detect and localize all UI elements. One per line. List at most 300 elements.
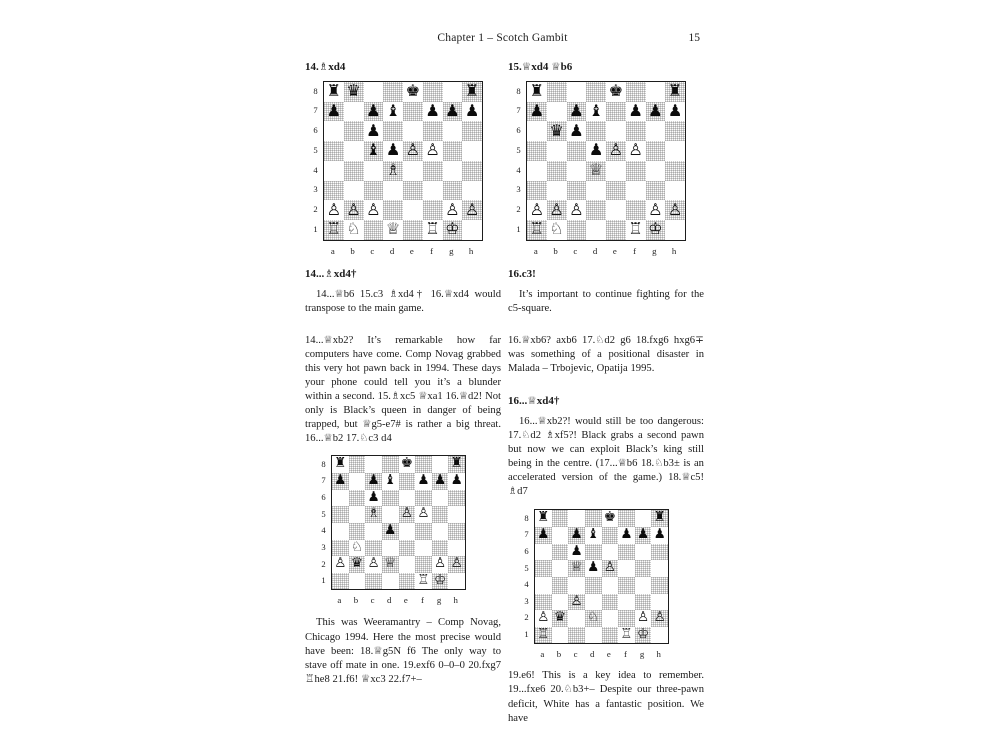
- file-label-g: g: [639, 649, 645, 660]
- piece-p-c7: ♟: [367, 472, 380, 489]
- file-label-f: f: [623, 649, 627, 660]
- square-d4: [382, 523, 399, 540]
- square-f5: [618, 560, 635, 577]
- file-label-f: f: [420, 595, 424, 606]
- square-a4: [332, 523, 349, 540]
- chess-piece-symbol: ♕: [617, 458, 627, 470]
- square-h3: [665, 181, 685, 201]
- square-b6: [552, 544, 569, 561]
- rank-label-1: 1: [516, 223, 521, 234]
- piece-p-d4: ♟: [384, 521, 397, 538]
- square-a2: [527, 200, 547, 220]
- square-f5: [626, 141, 646, 161]
- square-c2: [567, 200, 587, 220]
- piece-P-g2: ♙: [648, 199, 663, 219]
- square-d5: [585, 560, 602, 577]
- square-h4: [462, 161, 482, 181]
- square-f7: [415, 473, 432, 490]
- piece-q-b2: ♛: [350, 555, 364, 572]
- file-label-d: d: [386, 595, 392, 606]
- square-d1: [383, 220, 403, 240]
- chess-board-4-file-labels: [534, 649, 667, 659]
- square-d3: [586, 181, 606, 201]
- square-c4: [568, 577, 585, 594]
- square-d2: [585, 610, 602, 627]
- square-c5: [364, 141, 384, 161]
- square-d3: [382, 540, 399, 557]
- square-e2: [602, 610, 619, 627]
- square-f2: [415, 556, 432, 573]
- piece-R-a1: ♖: [537, 625, 550, 642]
- piece-p-c6: ♟: [569, 120, 584, 140]
- square-b6: [547, 121, 567, 141]
- piece-p-c7: ♟: [569, 100, 584, 120]
- piece-P-f5: ♙: [417, 505, 430, 522]
- square-e1: [399, 573, 416, 590]
- square-a3: [332, 540, 349, 557]
- rank-label-4: 4: [321, 525, 326, 536]
- piece-b-d7: ♝: [588, 100, 604, 120]
- square-f2: [626, 200, 646, 220]
- rank-label-6: 6: [516, 125, 521, 136]
- square-d8: [383, 82, 403, 102]
- square-b3: [547, 181, 567, 201]
- square-a6: [332, 490, 349, 507]
- square-a6: [324, 121, 344, 141]
- square-g6: [635, 544, 652, 561]
- square-f3: [626, 181, 646, 201]
- square-f8: [423, 82, 443, 102]
- piece-k-e8: ♚: [608, 81, 624, 101]
- piece-Q-d4: ♕: [588, 160, 604, 180]
- chess-piece-symbol: ♕: [334, 288, 344, 300]
- piece-p-h7: ♟: [667, 100, 683, 120]
- piece-p-a7: ♟: [326, 100, 342, 120]
- running-head: Chapter 1 – Scotch Gambit: [437, 32, 568, 44]
- file-label-d: d: [389, 245, 395, 256]
- square-h8: [448, 456, 465, 473]
- piece-K-g1: ♔: [433, 571, 447, 588]
- square-e2: [403, 200, 423, 220]
- square-g4: [443, 161, 463, 181]
- square-d2: [382, 556, 399, 573]
- square-e7: [403, 102, 423, 122]
- diagram-1-container: [313, 81, 501, 256]
- square-g8: [432, 456, 449, 473]
- chess-piece-symbol: ♕: [323, 433, 333, 445]
- square-f4: [618, 577, 635, 594]
- chess-board-1-file-labels: [323, 246, 481, 256]
- chess-board-4-rank-labels: [521, 509, 532, 642]
- square-c6: [364, 121, 384, 141]
- file-label-g: g: [652, 245, 657, 256]
- square-a1: [527, 220, 547, 240]
- square-b5: [552, 560, 569, 577]
- square-d1: [585, 627, 602, 644]
- square-b5: [344, 141, 364, 161]
- diagram-3-board-wrap: [321, 455, 464, 606]
- piece-r-h8: ♜: [653, 509, 666, 526]
- square-e3: [403, 181, 423, 201]
- file-label-h: h: [671, 245, 677, 256]
- left-heading-2: [305, 267, 501, 282]
- file-label-e: e: [403, 595, 408, 606]
- square-b6: [344, 121, 364, 141]
- square-c3: [365, 540, 382, 557]
- square-g4: [635, 577, 652, 594]
- file-label-f: f: [633, 245, 637, 256]
- rank-label-4: 4: [524, 579, 529, 590]
- square-c8: [364, 82, 384, 102]
- square-h1: [665, 220, 685, 240]
- piece-P-a2: ♙: [529, 199, 545, 219]
- piece-b-d7: ♝: [385, 100, 401, 120]
- square-d4: [585, 577, 602, 594]
- piece-P-e5: ♙: [405, 140, 421, 160]
- square-a4: [535, 577, 552, 594]
- square-h5: [462, 141, 482, 161]
- piece-P-f5: ♙: [425, 140, 440, 160]
- square-f3: [423, 181, 443, 201]
- square-a6: [527, 121, 547, 141]
- piece-Q-d2: ♕: [384, 555, 397, 572]
- chess-board-2-rank-labels: [513, 81, 524, 239]
- square-e6: [399, 490, 416, 507]
- page-number: 15: [688, 32, 700, 44]
- square-h3: [462, 181, 482, 201]
- square-f1: [618, 627, 635, 644]
- piece-P-f5: ♙: [628, 140, 643, 160]
- rank-label-1: 1: [524, 629, 529, 640]
- square-c1: [567, 220, 587, 240]
- rank-label-5: 5: [516, 144, 521, 155]
- square-a5: [332, 506, 349, 523]
- square-b1: [547, 220, 567, 240]
- chess-piece-symbol: ♕: [551, 61, 561, 73]
- file-label-h: h: [468, 245, 474, 256]
- piece-k-e8: ♚: [603, 509, 616, 526]
- chess-piece-symbol: ♗: [508, 486, 518, 498]
- piece-k-e8: ♚: [405, 81, 421, 101]
- square-g2: [432, 556, 449, 573]
- rank-label-6: 6: [321, 492, 326, 503]
- square-e6: [606, 121, 626, 141]
- square-f5: [415, 506, 432, 523]
- file-label-e: e: [612, 245, 617, 256]
- square-g1: [646, 220, 666, 240]
- rank-label-8: 8: [321, 458, 326, 469]
- chess-board-1: [323, 81, 483, 241]
- square-c5: [567, 141, 587, 161]
- right-para-3: 16...♕xb2?! would still be too dangerous: 17.♘d2 ♗xf5?! Black grabs a second pawn but now we can exploit Black’s king still being in the centre. (17...♕b6 18.♘b3± is an accelerated version of the game.) 18.♕c5! ♗d7: [508, 415, 704, 498]
- rank-label-2: 2: [313, 204, 318, 215]
- rank-label-8: 8: [516, 85, 521, 96]
- square-f4: [415, 523, 432, 540]
- rank-label-3: 3: [321, 541, 326, 552]
- file-label-c: c: [370, 245, 375, 256]
- file-label-g: g: [436, 595, 442, 606]
- file-label-a: a: [337, 595, 342, 606]
- square-b4: [552, 577, 569, 594]
- square-g7: [443, 102, 463, 122]
- file-label-d: d: [589, 649, 595, 660]
- square-e4: [399, 523, 416, 540]
- square-a1: [332, 573, 349, 590]
- square-a2: [332, 556, 349, 573]
- square-a3: [535, 594, 552, 611]
- square-b6: [349, 490, 366, 507]
- file-label-b: b: [556, 649, 562, 660]
- square-h7: [651, 527, 668, 544]
- rank-label-8: 8: [524, 512, 529, 523]
- rank-label-3: 3: [313, 184, 318, 195]
- square-g3: [635, 594, 652, 611]
- piece-p-c6: ♟: [570, 542, 583, 559]
- file-label-b: b: [553, 245, 558, 256]
- right-spacer-2: [508, 385, 704, 394]
- square-d2: [383, 200, 403, 220]
- file-label-g: g: [449, 245, 454, 256]
- piece-P-e5: ♙: [608, 140, 624, 160]
- piece-R-f1: ♖: [425, 219, 440, 239]
- piece-P-c2: ♙: [366, 199, 381, 219]
- piece-p-g7: ♟: [445, 100, 460, 120]
- square-a2: [324, 200, 344, 220]
- rank-label-7: 7: [524, 529, 529, 540]
- square-b1: [552, 627, 569, 644]
- piece-b-c5: ♝: [366, 140, 381, 160]
- piece-R-a1: ♖: [529, 219, 545, 239]
- square-h2: [462, 200, 482, 220]
- square-b2: [344, 200, 364, 220]
- rank-label-2: 2: [524, 612, 529, 623]
- file-label-c: c: [370, 595, 375, 606]
- square-g2: [646, 200, 666, 220]
- square-g7: [646, 102, 666, 122]
- rank-label-7: 7: [321, 475, 326, 486]
- square-h1: [448, 573, 465, 590]
- square-a3: [527, 181, 547, 201]
- square-c5: [365, 506, 382, 523]
- square-g5: [443, 141, 463, 161]
- square-g1: [432, 573, 449, 590]
- square-c7: [568, 527, 585, 544]
- square-c4: [364, 161, 384, 181]
- square-e3: [602, 594, 619, 611]
- square-h1: [651, 627, 668, 644]
- file-label-c: c: [573, 649, 578, 660]
- diagram-2-board-wrap: [516, 81, 684, 256]
- piece-p-f7: ♟: [628, 100, 643, 120]
- piece-p-f7: ♟: [620, 526, 633, 543]
- square-d4: [586, 161, 606, 181]
- piece-P-b2: ♙: [549, 199, 564, 219]
- square-b4: [344, 161, 364, 181]
- chess-piece-symbol: ♗: [545, 430, 555, 441]
- square-d5: [586, 141, 606, 161]
- rank-label-8: 8: [313, 85, 318, 96]
- square-e4: [403, 161, 423, 181]
- square-c2: [568, 610, 585, 627]
- square-e1: [606, 220, 626, 240]
- piece-r-a8: ♜: [529, 81, 545, 101]
- square-f3: [618, 594, 635, 611]
- square-c3: [568, 594, 585, 611]
- file-label-b: b: [350, 245, 355, 256]
- rank-label-4: 4: [313, 164, 318, 175]
- rank-label-2: 2: [516, 204, 521, 215]
- square-a4: [324, 161, 344, 181]
- square-c4: [365, 523, 382, 540]
- square-h6: [448, 490, 465, 507]
- right-heading-1: [508, 60, 704, 75]
- square-d2: [586, 200, 606, 220]
- square-a8: [535, 510, 552, 527]
- piece-N-b3: ♘: [350, 538, 364, 555]
- square-e5: [602, 560, 619, 577]
- square-e8: [399, 456, 416, 473]
- square-b4: [547, 161, 567, 181]
- right-para-1: It’s important to continue fighting for the c5-square.: [508, 288, 704, 314]
- square-h8: [665, 82, 685, 102]
- square-c3: [567, 181, 587, 201]
- piece-p-d5: ♟: [588, 140, 604, 160]
- square-a5: [527, 141, 547, 161]
- left-heading-1-text: 14.♗xd4: [305, 61, 346, 73]
- square-c7: [365, 473, 382, 490]
- right-column: [508, 60, 704, 735]
- square-c7: [364, 102, 384, 122]
- chess-piece-symbol: ♗: [390, 391, 401, 403]
- piece-P-g2: ♙: [445, 199, 460, 219]
- square-f6: [626, 121, 646, 141]
- square-e6: [602, 544, 619, 561]
- square-h7: [665, 102, 685, 122]
- square-e5: [403, 141, 423, 161]
- square-b4: [349, 523, 366, 540]
- square-a7: [527, 102, 547, 122]
- square-c2: [364, 200, 384, 220]
- diagram-3-container: [321, 455, 501, 606]
- square-e5: [399, 506, 416, 523]
- square-b3: [349, 540, 366, 557]
- piece-q-b8: ♛: [346, 81, 361, 101]
- square-g5: [432, 506, 449, 523]
- square-d3: [383, 181, 403, 201]
- square-h5: [448, 506, 465, 523]
- square-a4: [527, 161, 547, 181]
- square-d3: [585, 594, 602, 611]
- square-h2: [651, 610, 668, 627]
- square-h8: [651, 510, 668, 527]
- square-e4: [606, 161, 626, 181]
- rank-label-6: 6: [524, 545, 529, 556]
- piece-P-c3: ♙: [570, 592, 583, 609]
- piece-q-b2: ♛: [553, 609, 567, 626]
- square-e7: [399, 473, 416, 490]
- square-g1: [443, 220, 463, 240]
- piece-N-b1: ♘: [549, 219, 564, 239]
- square-a7: [535, 527, 552, 544]
- chess-piece-symbol: ♕: [681, 472, 691, 484]
- square-b3: [552, 594, 569, 611]
- piece-B-d4: ♗: [385, 160, 401, 180]
- file-label-h: h: [453, 595, 458, 606]
- square-b2: [349, 556, 366, 573]
- piece-P-g2: ♙: [433, 555, 447, 572]
- square-b8: [552, 510, 569, 527]
- piece-K-g1: ♔: [636, 625, 650, 642]
- piece-p-h7: ♟: [464, 100, 480, 120]
- square-c8: [568, 510, 585, 527]
- piece-p-a7: ♟: [537, 526, 550, 543]
- square-g4: [432, 523, 449, 540]
- chess-piece-symbol: ♗: [324, 267, 334, 280]
- piece-r-a8: ♜: [334, 455, 347, 472]
- file-label-f: f: [430, 245, 434, 256]
- square-d7: [585, 527, 602, 544]
- square-g3: [443, 181, 463, 201]
- square-e1: [602, 627, 619, 644]
- square-g3: [646, 181, 666, 201]
- square-h4: [665, 161, 685, 181]
- square-b7: [349, 473, 366, 490]
- square-h3: [651, 594, 668, 611]
- square-e2: [606, 200, 626, 220]
- square-c8: [567, 82, 587, 102]
- square-c6: [568, 544, 585, 561]
- file-label-a: a: [533, 245, 538, 256]
- diagram-1-board-wrap: [313, 81, 481, 256]
- square-h5: [665, 141, 685, 161]
- piece-P-h2: ♙: [653, 609, 666, 626]
- chess-board-1-rank-labels: [310, 81, 321, 239]
- file-label-d: d: [592, 245, 598, 256]
- square-f8: [618, 510, 635, 527]
- square-d7: [586, 102, 606, 122]
- square-b7: [547, 102, 567, 122]
- piece-B-c5: ♗: [367, 505, 380, 522]
- square-f2: [423, 200, 443, 220]
- square-b8: [547, 82, 567, 102]
- square-g6: [432, 490, 449, 507]
- square-f1: [626, 220, 646, 240]
- diagram-4-container: [524, 509, 704, 660]
- file-label-b: b: [353, 595, 359, 606]
- piece-k-e8: ♚: [400, 455, 413, 472]
- square-a1: [535, 627, 552, 644]
- square-b7: [344, 102, 364, 122]
- square-e8: [606, 82, 626, 102]
- square-a5: [324, 141, 344, 161]
- piece-b-d7: ♝: [587, 526, 600, 543]
- piece-P-b2: ♙: [346, 199, 361, 219]
- square-h5: [651, 560, 668, 577]
- square-b7: [552, 527, 569, 544]
- piece-K-g1: ♔: [445, 219, 460, 239]
- square-a8: [324, 82, 344, 102]
- right-heading-2: [508, 267, 704, 282]
- diagram-2-container: [516, 81, 704, 256]
- left-heading-2-text: 14...♗xd4†: [305, 267, 357, 280]
- square-f8: [626, 82, 646, 102]
- square-b8: [344, 82, 364, 102]
- chess-piece-symbol: ♗: [388, 288, 398, 300]
- square-a1: [324, 220, 344, 240]
- square-b3: [344, 181, 364, 201]
- chess-piece-symbol: ♘: [654, 458, 664, 470]
- right-para-2: 16.♕xb6? axb6 17.♘d2 g6 18.fxg6 hxg6∓ was something of a positional disaster in Malada – Trbojevic, Opatija 1995.: [508, 334, 704, 374]
